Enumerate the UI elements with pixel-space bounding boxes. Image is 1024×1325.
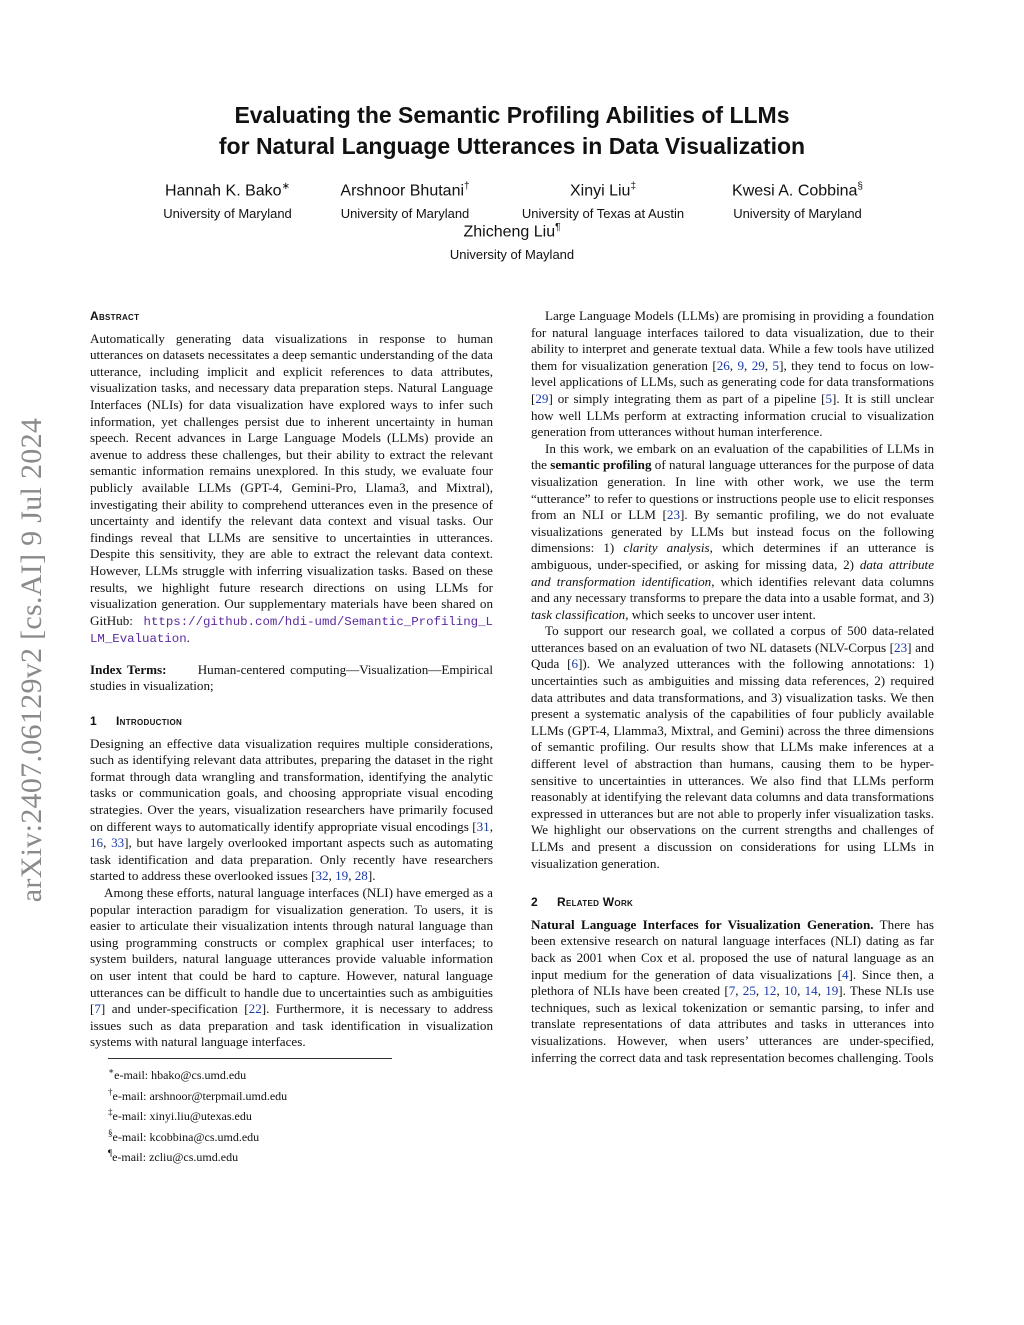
author-mark: §: [857, 181, 863, 192]
right-column: [531, 308, 934, 1066]
footnote-rule: [108, 1058, 392, 1059]
author-mark: ∗: [281, 181, 290, 192]
citation-link[interactable]: 25: [742, 983, 756, 999]
related-work-paragraph-1: Natural Language Interfaces for Visualization Generation. There has been extensive research on natural language interfaces (NLI) dating as far back as 2001 when Cox et al. proposed the use of natural language as an input medium for the generation of data visualizations [4]. Since then, a plethora of NLIs have been created [7, 25, 12, 10, 14, 19]. These NLIs use techniques, such as lexical tokenization or semantic parsing, to infer and translate representations of data attributes and tasks in utterances into visualizations. However, when users’ utterances are under-specified, inferring the correct data and task representation becomes challenging. Tools: [531, 916, 935, 1065]
intro-heading: 1 Introduction: [90, 714, 183, 729]
citation-link[interactable]: 7: [728, 983, 736, 999]
intro-paragraph-4: In this work, we embark on an evaluation of the capabilities of LLMs in the semantic profiling of natural language utterances for the purpose of data visualization generation. In line with other work, we use the term “utterance” to refer to questions or instructions people use to elicit responses from an NLI or LLM [23]. By semantic profiling, we do not evaluate visualizations generated by LLMs but instead focus on the following dimensions: 1) clarity analysis, which determines if an utterance is ambiguous, under-specified, or asking for missing data, 2) data attribute and transformation identification, which identifies relevant data columns and any necessary transforms to prepare the data into a usable format, and 3) task classification, which seeks to uncover user intent.: [531, 440, 935, 622]
footnote: ¶e-mail: zcliu@cs.umd.edu: [108, 1148, 239, 1165]
arxiv-id-text: arXiv:2407.06129v2 [cs.AI] 9 Jul 2024: [15, 417, 48, 903]
citation-link[interactable]: 33: [111, 835, 125, 851]
author-block: [412, 218, 612, 263]
citation-link[interactable]: 9: [737, 357, 745, 373]
citation-link[interactable]: 5: [772, 357, 780, 373]
citation-link[interactable]: 26: [716, 357, 730, 373]
citation-link[interactable]: 29: [751, 357, 765, 373]
author-affiliation: University of Maryland: [733, 206, 862, 222]
citation-link[interactable]: 14: [804, 983, 818, 999]
index-terms: Index Terms: Human-centered computing—Visualization—Empirical studies in visualization;: [90, 661, 493, 694]
author-block: [145, 177, 310, 222]
author-block: [715, 177, 880, 222]
arxiv-identifier-stamp: [10, 380, 54, 940]
citation-link[interactable]: 29: [535, 390, 549, 406]
author-name: Kwesi A. Cobbina: [732, 182, 858, 200]
author-name: Arshnoor Bhutani: [340, 182, 465, 200]
citation-link[interactable]: 16: [90, 835, 104, 851]
citation-link[interactable]: 23: [666, 507, 681, 523]
author-footnotes: [108, 1058, 498, 1166]
abstract-text: Automatically generating data visualizations in response to human utterances on datasets necessitates a deep semantic understanding of the data utterance, including implicit and explicit references to data attributes, visualization tasks, and necessary data preparation steps. Natural Language Interfaces (NLIs) for data visualization have explored ways to infer such information, yet challenges persist due to inherent uncertainty in human speech. Recent advances in Large Language Models (LLMs) provide an avenue to address these challenges, but their ability to extract the relevant semantic information remains unexplored. In this study, we evaluate four publicly available LLMs (GPT-4, Gemini-Pro, Llama3, and Mixtral), investigating their ability to comprehend utterances even in the presence of uncertainty and identify the relevant data context and visual tasks. Our findings reveal that LLMs are sensitive to uncertainties in utterances. Despite this sensitivity, they are able to extract the relevant data context. However, LLMs struggle with inferring visualization tasks. Based on these results, we highlight future research directions on using LLMs for visualization generation. Our supplementary materials have been shared on GitHub: https://github.com/hdi-umd/Semantic_Profiling_LLM_Evaluation.: [90, 330, 493, 647]
author-block: [325, 177, 485, 222]
citation-link[interactable]: 6: [571, 656, 579, 672]
citation-link[interactable]: 19: [335, 868, 349, 884]
title-line-1: Evaluating the Semantic Profiling Abilities of LLMs: [234, 102, 790, 128]
citation-link[interactable]: 32: [315, 868, 329, 884]
footnote: ‡e-mail: xinyi.liu@utexas.edu: [108, 1107, 252, 1124]
citation-link[interactable]: 31: [476, 818, 490, 834]
citation-link[interactable]: 19: [825, 983, 839, 999]
author-name: Xinyi Liu: [569, 182, 631, 200]
author-name: Hannah K. Bako: [165, 182, 282, 200]
author-affiliation: University of Maryland: [163, 206, 292, 222]
author-mark: †: [464, 181, 470, 192]
paper-title: [0, 100, 1024, 162]
left-column: [90, 308, 493, 1051]
author-block: [508, 177, 698, 222]
author-name: Zhicheng Liu: [463, 223, 556, 241]
intro-paragraph-1: Designing an effective data visualization requires multiple considerations, such as identifying relevant data attributes, preparing the dataset in the right format through data wrangling and transformation, identifying the analytic tasks or communication goals, and choosing appropriate visual encoding strategies. Over the years, visualization researchers have primarily focused on different ways to automatically identify appropriate visual encodings [31, 16, 33], but have largely overlooked important aspects such as automating task identification and data preparation. Only recently have researchers started to address these overlooked issues [32, 19, 28].: [90, 735, 493, 884]
author-mark: ‡: [630, 181, 637, 192]
citation-link[interactable]: 4: [842, 966, 849, 982]
author-affiliation: University of Mayland: [449, 247, 575, 263]
intro-paragraph-2: Among these efforts, natural language interfaces (NLI) have emerged as a popular interaction paradigm for visualization generation. To users, it is easier to articulate their visualization intents through natural language than using programming constructs or complex graphical user interfaces; to system builders, natural language utterances provide valuable information on user intent that could be hard to capture. However, natural language utterances can be difficult to handle due to uncertainties such as ambiguities [7] and under-specification [22]. Furthermore, it is necessary to address issues such as data preparation and task identification in visualization systems with natural language interfaces.: [90, 885, 493, 1050]
citation-link[interactable]: 10: [783, 983, 798, 999]
author-mark: ¶: [555, 222, 561, 233]
author-affiliation: University of Texas at Austin: [521, 206, 685, 222]
footnote: §e-mail: kcobbina@cs.umd.edu: [108, 1127, 260, 1144]
title-line-2: for Natural Language Utterances in Data Visualization: [218, 133, 806, 159]
footnote: †e-mail: arshnoor@terpmail.umd.edu: [108, 1086, 288, 1103]
abstract-heading: Abstract: [90, 309, 140, 323]
citation-link[interactable]: 12: [763, 983, 777, 999]
related-work-heading: 2 Related Work: [531, 895, 634, 910]
citation-link[interactable]: 5: [825, 390, 832, 406]
citation-link[interactable]: 23: [894, 639, 908, 655]
citation-link[interactable]: 28: [354, 868, 368, 884]
intro-paragraph-3: Large Language Models (LLMs) are promising in providing a foundation for natural language interfaces tailored to data visualization, due to their ability to interpret and generate textual data. While a few tools have utilized them for visualization generation [26, 9, 29, 5], they tend to focus on low-level applications of LLMs, such as generating code for data transformations [29] or simply integrating them as part of a pipeline [5]. It is still unclear how well LLMs perform at extracting information crucial to visualization generation from utterances without human interference.: [531, 308, 934, 440]
author-affiliation: University of Maryland: [340, 206, 470, 222]
github-link[interactable]: https://github.com/hdi-umd/Semantic_Profiling_LLM_Evaluation: [90, 614, 493, 647]
footnote: ∗e-mail: hbako@cs.umd.edu: [108, 1066, 247, 1082]
citation-link[interactable]: 22: [248, 1001, 262, 1017]
citation-link[interactable]: 7: [94, 1001, 101, 1017]
intro-paragraph-5: To support our research goal, we collated a corpus of 500 data-related utterances based on an evaluation of two NL datasets (NLV-Corpus [23] and Quda [6]). We analyzed utterances with the following annotations: 1) uncertainties such as ambiguities and missing data references, 2) required data attributes and data transformations, and 3) visualization tasks. We then present a systematic analysis of the capabilities of four publicly available LLMs (GPT-4, Llamma3, Mixtral, and Gemini) across the three dimensions of semantic profiling. Our results show that LLMs make inferences at a different level of abstraction than humans, causing them to be hyper-sensitive to uncertainties in utterances. We also find that LLMs perform reasonably at identifying the relevant data columns and data transformations expressed in utterances but are not able to properly infer visualization tasks. We highlight our observations on the current strengths and challenges of LLMs and present a discussion on considerations for using LLMs in visualization generation.: [531, 623, 934, 871]
